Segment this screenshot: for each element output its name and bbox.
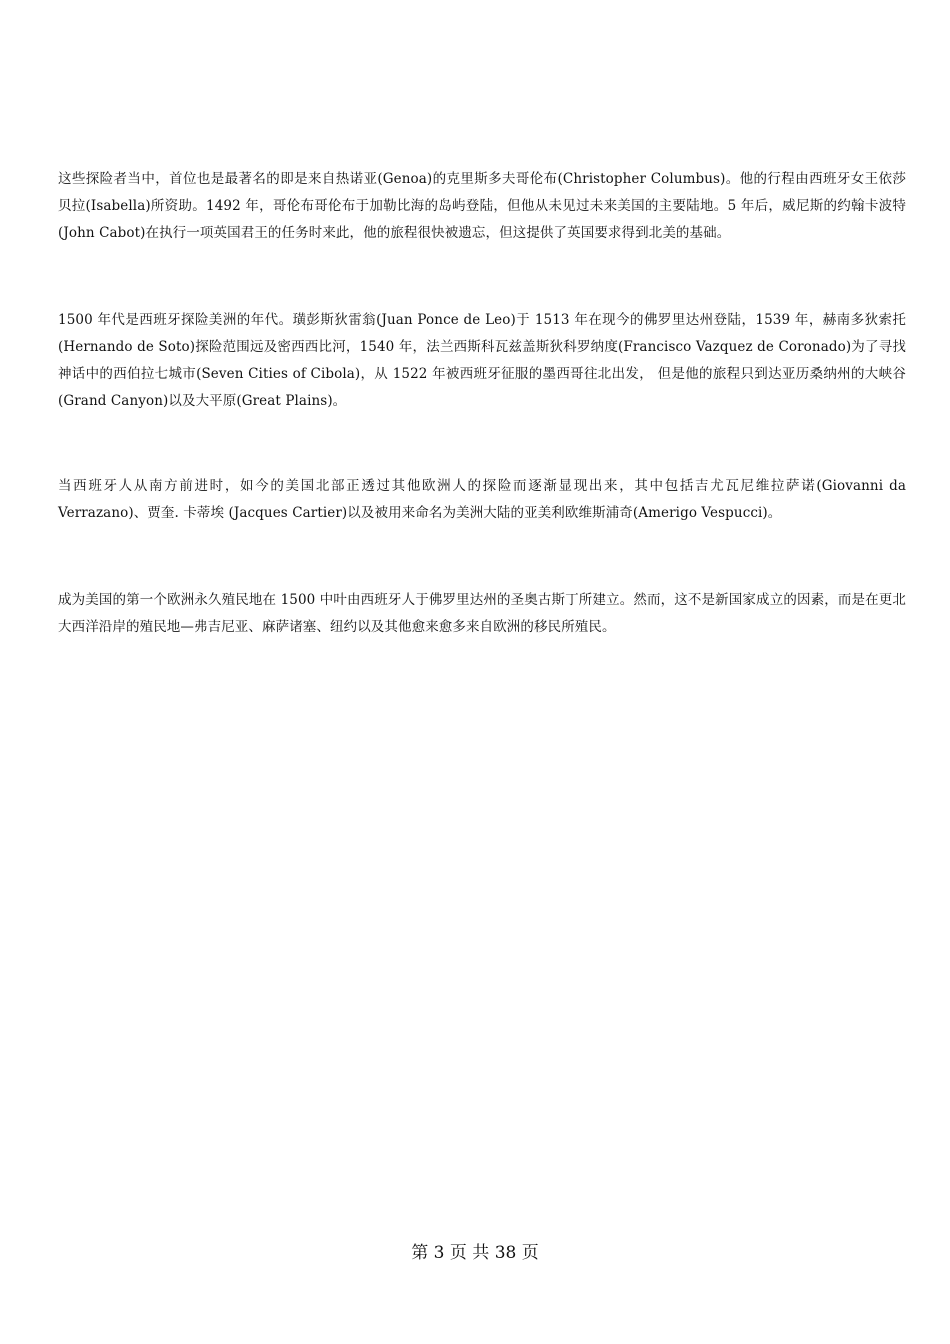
page-number-label: 第 3 页 共 38 页: [411, 1243, 539, 1263]
paragraph-spanish-exploration: 1500 年代是西班牙探险美洲的年代。璜彭斯狄雷翁(Juan Ponce de Leo)于 1513 年在现今的佛罗里达州登陆，1539 年，赫南多狄索托(Hernando de Soto)探险范围远及密西西比河，1540 年，法兰西斯科瓦兹盖斯狄科罗纳度(Francisco Vazquez de Coronado)为了寻找神话中的西伯拉七城市(Seven Cities of Cibola)，从 1522 年被西班牙征服的墨西哥往北出发， 但是他的旅程只到达亚历桑纳州的大峡谷(Grand Canyon)以及大平原(Great Plains)。: [58, 312, 906, 409]
page-number-footer: [0, 1238, 950, 1263]
document-body: [58, 166, 906, 641]
paragraph-first-colony: 成为美国的第一个欧洲永久殖民地在 1500 中叶由西班牙人于佛罗里达州的圣奥古斯丁所建立。然而，这不是新国家成立的因素，而是在更北大西洋沿岸的殖民地—弗吉尼亚、麻萨诸塞、纽约以及其他愈来愈多来自欧洲的移民所殖民。: [58, 592, 906, 635]
paragraph-columbus: 这些探险者当中，首位也是最著名的即是来自热诺亚(Genoa)的克里斯多夫哥伦布(Christopher Columbus)。他的行程由西班牙女王依莎贝拉(Isabella)所资助。1492 年，哥伦布哥伦布于加勒比海的岛屿登陆，但他从未见过未来美国的主要陆地。5 年后，威尼斯的约翰卡波特(John Cabot)在执行一项英国君王的任务时来此，他的旅程很快被遗忘，但这提供了英国要求得到北美的基础。: [58, 171, 906, 241]
paragraph-northern-exploration: 当西班牙人从南方前进时，如今的美国北部正透过其他欧洲人的探险而逐渐显现出来，其中包括吉尤瓦尼维拉萨诺(Giovanni da Verrazano)、贾奎. 卡蒂埃 (Jacques Cartier)以及被用来命名为美洲大陆的亚美利欧维斯浦奇(Amerigo Vespucci)。: [58, 478, 906, 521]
